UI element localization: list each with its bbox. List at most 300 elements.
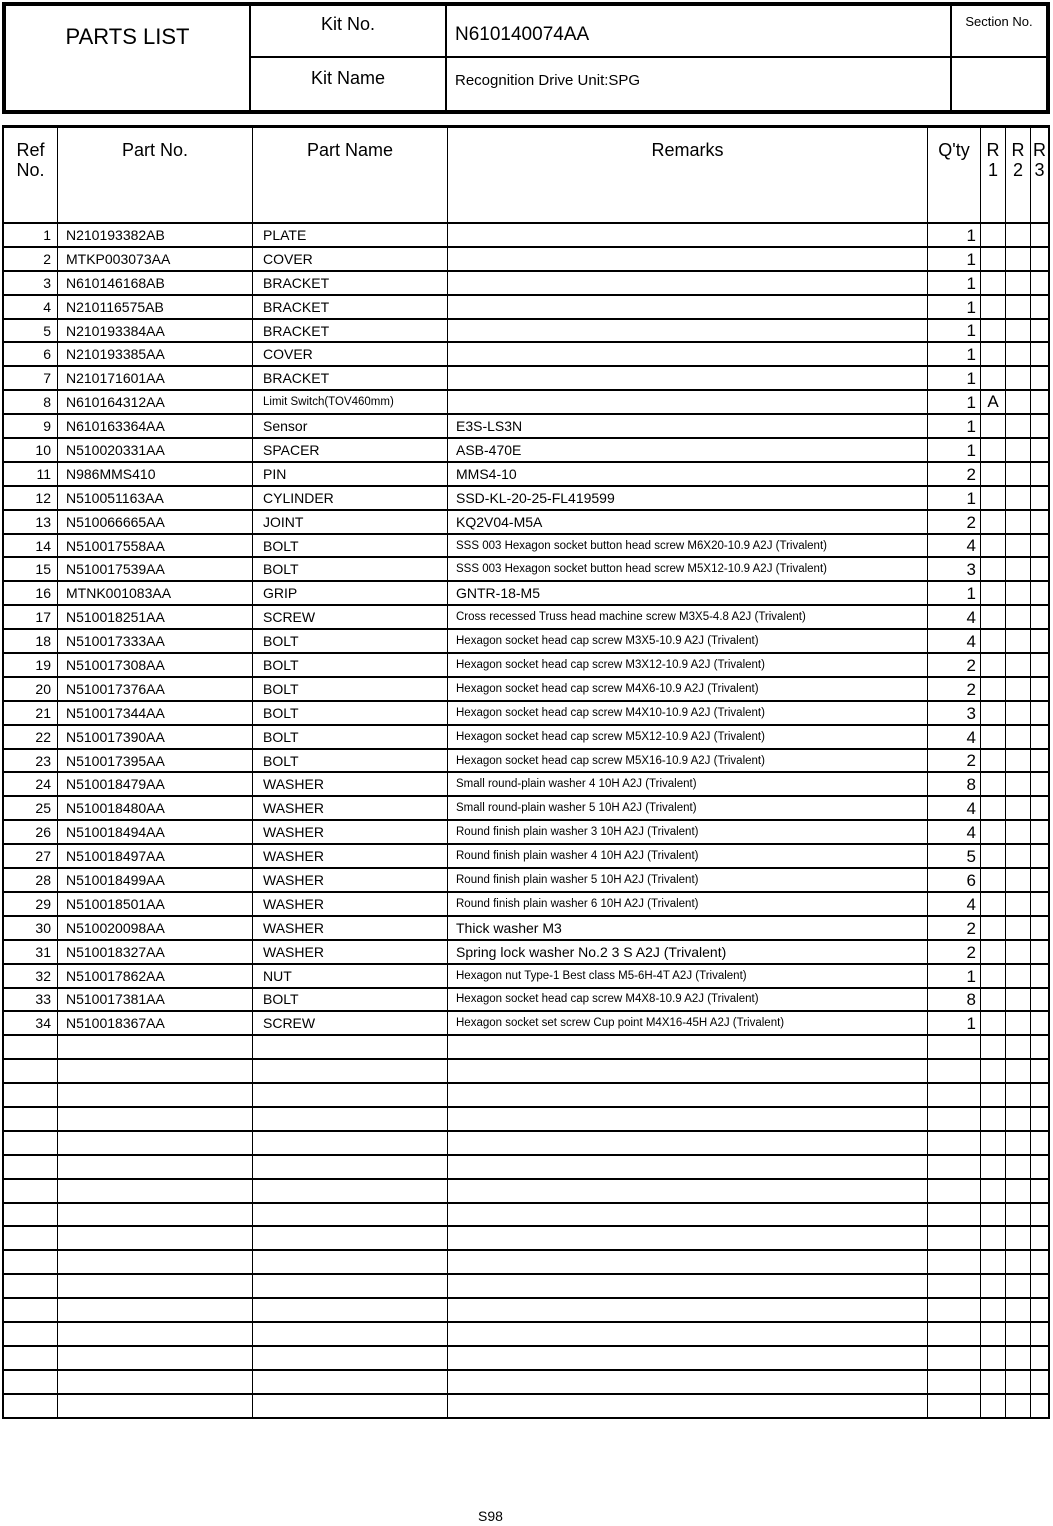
part-no-cell xyxy=(57,1227,252,1249)
r2-cell xyxy=(1005,1108,1030,1130)
qty-cell xyxy=(927,1108,980,1130)
remarks-cell: Hexagon socket head cap screw M4X8-10.9 A2J (Trivalent) xyxy=(447,989,927,1011)
qty-cell: 4 xyxy=(927,630,980,652)
empty-table-row xyxy=(4,1273,1048,1297)
ref-cell: 26 xyxy=(35,824,51,841)
r2-cell xyxy=(1005,1395,1030,1417)
part-no-cell: N510018480AA xyxy=(57,797,252,819)
table-row xyxy=(4,1010,1048,1034)
table-row xyxy=(4,843,1048,867)
r2-cell xyxy=(1005,415,1030,437)
part-no-cell: N510051163AA xyxy=(57,487,252,509)
ref-cell: 32 xyxy=(35,967,51,984)
empty-table-row xyxy=(4,1393,1048,1417)
r1-cell xyxy=(980,654,1005,676)
ref-cell xyxy=(4,1299,57,1321)
remarks-cell: Hexagon nut Type-1 Best class M5-6H-4T A2J (Trivalent) xyxy=(447,965,927,987)
table-row xyxy=(4,461,1048,485)
table-row xyxy=(4,413,1048,437)
table-row xyxy=(4,819,1048,843)
part-no-cell: N510020098AA xyxy=(57,917,252,939)
r3-cell xyxy=(1030,750,1048,772)
r3-cell xyxy=(1030,797,1048,819)
section-no-label: Section No. xyxy=(965,14,1033,29)
qty-cell xyxy=(927,1132,980,1154)
remarks-cell: Cross recessed Truss head machine screw M3X5-4.8 A2J (Trivalent) xyxy=(447,606,927,628)
r1-cell: A xyxy=(980,391,1005,413)
part-name-cell: SPACER xyxy=(252,439,447,461)
table-row xyxy=(4,509,1048,533)
part-no-cell xyxy=(57,1275,252,1297)
r3-cell xyxy=(1030,1084,1048,1106)
r2-cell xyxy=(1005,893,1030,915)
r1-cell xyxy=(980,1180,1005,1202)
remarks-cell: Round finish plain washer 6 10H A2J (Trivalent) xyxy=(447,893,927,915)
col-r2: R 2 xyxy=(1005,128,1030,222)
part-no-cell: N510018367AA xyxy=(57,1012,252,1034)
r1-cell xyxy=(980,773,1005,795)
qty-cell: 1 xyxy=(927,248,980,270)
r2-cell xyxy=(1005,558,1030,580)
part-name-cell: SCREW xyxy=(252,606,447,628)
part-no-cell: N510017862AA xyxy=(57,965,252,987)
r3-cell xyxy=(1030,582,1048,604)
remarks-cell xyxy=(447,248,927,270)
remarks-cell: Hexagon socket head cap screw M4X6-10.9 A2J (Trivalent) xyxy=(447,678,927,700)
remarks-cell: Round finish plain washer 5 10H A2J (Trivalent) xyxy=(447,869,927,891)
empty-table-row xyxy=(4,1321,1048,1345)
part-no-cell: N510017308AA xyxy=(57,654,252,676)
part-name-cell: Sensor xyxy=(252,415,447,437)
table-row xyxy=(4,270,1048,294)
part-name-cell: JOINT xyxy=(252,511,447,533)
r2-cell xyxy=(1005,726,1030,748)
r3-cell xyxy=(1030,1371,1048,1393)
ref-cell: 4 xyxy=(43,298,51,315)
remarks-cell: Small round-plain washer 4 10H A2J (Trivalent) xyxy=(447,773,927,795)
r1-cell xyxy=(980,1275,1005,1297)
remarks-cell xyxy=(447,296,927,318)
r1-cell xyxy=(980,606,1005,628)
qty-cell: 4 xyxy=(927,797,980,819)
qty-cell: 1 xyxy=(927,224,980,246)
r1-cell xyxy=(980,439,1005,461)
ref-cell xyxy=(4,1156,57,1178)
remarks-cell: Hexagon socket head cap screw M5X12-10.9 A2J (Trivalent) xyxy=(447,726,927,748)
empty-table-row xyxy=(4,1130,1048,1154)
r3-cell xyxy=(1030,439,1048,461)
r1-cell xyxy=(980,415,1005,437)
part-name-cell: GRIP xyxy=(252,582,447,604)
r3-cell xyxy=(1030,1204,1048,1226)
qty-cell: 1 xyxy=(927,320,980,342)
remarks-cell: SSS 003 Hexagon socket button head screw M5X12-10.9 A2J (Trivalent) xyxy=(447,558,927,580)
remarks-cell xyxy=(447,320,927,342)
ref-cell: 16 xyxy=(35,585,51,602)
ref-cell: 17 xyxy=(35,609,51,626)
qty-cell: 2 xyxy=(927,750,980,772)
part-no-cell xyxy=(57,1347,252,1369)
part-name-cell: BOLT xyxy=(252,989,447,1011)
qty-cell: 1 xyxy=(927,487,980,509)
r2-cell xyxy=(1005,654,1030,676)
r3-cell xyxy=(1030,1132,1048,1154)
part-no-cell xyxy=(57,1204,252,1226)
part-name-cell: BOLT xyxy=(252,535,447,557)
qty-cell xyxy=(927,1060,980,1082)
r2-cell xyxy=(1005,1012,1030,1034)
col-r1: R 1 xyxy=(980,128,1005,222)
remarks-cell xyxy=(447,1251,927,1273)
qty-cell: 1 xyxy=(927,272,980,294)
part-name-cell xyxy=(252,1275,447,1297)
document-title: PARTS LIST xyxy=(65,24,190,49)
ref-cell: 29 xyxy=(35,895,51,912)
ref-cell xyxy=(4,1395,57,1417)
qty-cell: 1 xyxy=(927,296,980,318)
table-row xyxy=(4,939,1048,963)
remarks-cell: SSS 003 Hexagon socket button head screw M6X20-10.9 A2J (Trivalent) xyxy=(447,535,927,557)
r3-cell xyxy=(1030,821,1048,843)
r2-cell xyxy=(1005,1204,1030,1226)
r2-cell xyxy=(1005,750,1030,772)
part-no-cell: N510017395AA xyxy=(57,750,252,772)
qty-cell: 2 xyxy=(927,511,980,533)
r2-cell xyxy=(1005,439,1030,461)
r1-cell xyxy=(980,320,1005,342)
part-name-cell xyxy=(252,1347,447,1369)
r1-cell xyxy=(980,511,1005,533)
qty-cell: 2 xyxy=(927,941,980,963)
r2-cell xyxy=(1005,463,1030,485)
qty-cell: 8 xyxy=(927,773,980,795)
r3-cell xyxy=(1030,1299,1048,1321)
table-row xyxy=(4,724,1048,748)
empty-table-row xyxy=(4,1178,1048,1202)
r1-cell xyxy=(980,1227,1005,1249)
part-no-cell: N510018501AA xyxy=(57,893,252,915)
r2-cell xyxy=(1005,511,1030,533)
table-row xyxy=(4,867,1048,891)
r2-cell xyxy=(1005,1084,1030,1106)
table-row xyxy=(4,341,1048,365)
r3-cell xyxy=(1030,1108,1048,1130)
ref-cell: 10 xyxy=(35,441,51,458)
table-row xyxy=(4,676,1048,700)
ref-cell: 12 xyxy=(35,489,51,506)
r2-cell xyxy=(1005,487,1030,509)
r3-cell xyxy=(1030,463,1048,485)
remarks-cell xyxy=(447,1036,927,1058)
r2-cell xyxy=(1005,606,1030,628)
part-name-cell: COVER xyxy=(252,248,447,270)
r2-cell xyxy=(1005,821,1030,843)
empty-table-row xyxy=(4,1202,1048,1226)
remarks-cell xyxy=(447,272,927,294)
r2-cell xyxy=(1005,1180,1030,1202)
qty-cell: 4 xyxy=(927,726,980,748)
ref-cell: 33 xyxy=(35,991,51,1008)
r3-cell xyxy=(1030,511,1048,533)
r2-cell xyxy=(1005,1227,1030,1249)
table-row xyxy=(4,318,1048,342)
ref-cell xyxy=(4,1180,57,1202)
ref-cell xyxy=(4,1347,57,1369)
r3-cell xyxy=(1030,893,1048,915)
qty-cell: 2 xyxy=(927,917,980,939)
r2-cell xyxy=(1005,917,1030,939)
part-name-cell: BOLT xyxy=(252,678,447,700)
ref-cell xyxy=(4,1204,57,1226)
r1-cell xyxy=(980,869,1005,891)
qty-cell: 6 xyxy=(927,869,980,891)
r1-cell xyxy=(980,367,1005,389)
table-row xyxy=(4,485,1048,509)
r2-cell xyxy=(1005,535,1030,557)
empty-table-row xyxy=(4,1297,1048,1321)
r1-cell xyxy=(980,487,1005,509)
part-no-cell xyxy=(57,1036,252,1058)
r3-cell xyxy=(1030,869,1048,891)
part-name-cell: PLATE xyxy=(252,224,447,246)
r2-cell xyxy=(1005,1299,1030,1321)
r1-cell xyxy=(980,797,1005,819)
part-no-cell: N510018251AA xyxy=(57,606,252,628)
part-name-cell xyxy=(252,1156,447,1178)
r2-cell xyxy=(1005,1156,1030,1178)
r1-cell xyxy=(980,248,1005,270)
r2-cell xyxy=(1005,367,1030,389)
col-part-name: Part Name xyxy=(252,128,447,222)
ref-cell: 15 xyxy=(35,561,51,578)
remarks-cell: MMS4-10 xyxy=(447,463,927,485)
r2-cell xyxy=(1005,1371,1030,1393)
part-name-cell xyxy=(252,1060,447,1082)
r3-cell xyxy=(1030,248,1048,270)
part-no-cell: N210171601AA xyxy=(57,367,252,389)
part-name-cell xyxy=(252,1251,447,1273)
qty-cell: 4 xyxy=(927,606,980,628)
r2-cell xyxy=(1005,630,1030,652)
remarks-cell xyxy=(447,1347,927,1369)
ref-cell: 8 xyxy=(43,394,51,411)
qty-cell xyxy=(927,1251,980,1273)
r1-cell xyxy=(980,1156,1005,1178)
ref-cell xyxy=(4,1227,57,1249)
remarks-cell: Hexagon socket head cap screw M3X12-10.9 A2J (Trivalent) xyxy=(447,654,927,676)
part-name-cell: WASHER xyxy=(252,941,447,963)
r1-cell xyxy=(980,1036,1005,1058)
r1-cell xyxy=(980,917,1005,939)
qty-cell xyxy=(927,1299,980,1321)
remarks-cell: Spring lock washer No.2 3 S A2J (Trivalent) xyxy=(447,941,927,963)
remarks-cell xyxy=(447,1275,927,1297)
ref-cell: 19 xyxy=(35,656,51,673)
part-name-cell xyxy=(252,1395,447,1417)
empty-table-row xyxy=(4,1106,1048,1130)
r3-cell xyxy=(1030,535,1048,557)
part-no-cell: N510017558AA xyxy=(57,535,252,557)
remarks-cell: E3S-LS3N xyxy=(447,415,927,437)
r3-cell xyxy=(1030,1323,1048,1345)
ref-cell: 28 xyxy=(35,871,51,888)
remarks-cell xyxy=(447,1395,927,1417)
part-no-cell xyxy=(57,1156,252,1178)
qty-cell xyxy=(927,1204,980,1226)
qty-cell: 5 xyxy=(927,845,980,867)
r1-cell xyxy=(980,535,1005,557)
parts-list-header xyxy=(2,2,1050,114)
r1-cell xyxy=(980,224,1005,246)
col-qty: Q'ty xyxy=(927,128,980,222)
part-no-cell xyxy=(57,1395,252,1417)
r3-cell xyxy=(1030,558,1048,580)
r2-cell xyxy=(1005,1347,1030,1369)
empty-table-row xyxy=(4,1225,1048,1249)
r1-cell xyxy=(980,1299,1005,1321)
remarks-cell: ASB-470E xyxy=(447,439,927,461)
qty-cell xyxy=(927,1395,980,1417)
col-ref: Ref No. xyxy=(16,140,45,180)
part-no-cell xyxy=(57,1299,252,1321)
qty-cell xyxy=(927,1347,980,1369)
part-name-cell xyxy=(252,1108,447,1130)
table-row xyxy=(4,437,1048,461)
part-name-cell: BOLT xyxy=(252,750,447,772)
r3-cell xyxy=(1030,415,1048,437)
r2-cell xyxy=(1005,989,1030,1011)
remarks-cell: Round finish plain washer 4 10H A2J (Trivalent) xyxy=(447,845,927,867)
r1-cell xyxy=(980,558,1005,580)
r3-cell xyxy=(1030,726,1048,748)
part-no-cell: N510017390AA xyxy=(57,726,252,748)
r1-cell xyxy=(980,582,1005,604)
ref-cell: 9 xyxy=(43,418,51,435)
ref-cell: 18 xyxy=(35,633,51,650)
part-no-cell: N510017333AA xyxy=(57,630,252,652)
remarks-cell xyxy=(447,1060,927,1082)
ref-cell xyxy=(4,1132,57,1154)
r2-cell xyxy=(1005,272,1030,294)
part-name-cell xyxy=(252,1180,447,1202)
qty-cell: 1 xyxy=(927,1012,980,1034)
ref-cell: 5 xyxy=(43,322,51,339)
ref-cell: 24 xyxy=(35,776,51,793)
r2-cell xyxy=(1005,1251,1030,1273)
r2-cell xyxy=(1005,965,1030,987)
qty-cell: 1 xyxy=(927,965,980,987)
part-no-cell: N210193385AA xyxy=(57,343,252,365)
r1-cell xyxy=(980,1395,1005,1417)
ref-cell: 23 xyxy=(35,752,51,769)
remarks-cell xyxy=(447,1084,927,1106)
r3-cell xyxy=(1030,702,1048,724)
r2-cell xyxy=(1005,582,1030,604)
part-name-cell: BOLT xyxy=(252,702,447,724)
r1-cell xyxy=(980,1084,1005,1106)
empty-table-row xyxy=(4,1082,1048,1106)
r1-cell xyxy=(980,750,1005,772)
page-number: S98 xyxy=(478,1508,503,1524)
qty-cell xyxy=(927,1275,980,1297)
r2-cell xyxy=(1005,391,1030,413)
r1-cell xyxy=(980,726,1005,748)
part-no-cell: N610146168AB xyxy=(57,272,252,294)
remarks-cell: Hexagon socket set screw Cup point M4X16-45H A2J (Trivalent) xyxy=(447,1012,927,1034)
part-name-cell: WASHER xyxy=(252,893,447,915)
qty-cell xyxy=(927,1156,980,1178)
r1-cell xyxy=(980,821,1005,843)
part-no-cell xyxy=(57,1323,252,1345)
part-name-cell: CYLINDER xyxy=(252,487,447,509)
col-remarks: Remarks xyxy=(447,128,927,222)
r3-cell xyxy=(1030,965,1048,987)
r1-cell xyxy=(980,893,1005,915)
remarks-cell xyxy=(447,1180,927,1202)
table-row xyxy=(4,987,1048,1011)
qty-cell xyxy=(927,1323,980,1345)
ref-cell: 30 xyxy=(35,919,51,936)
qty-cell xyxy=(927,1084,980,1106)
part-no-cell xyxy=(57,1060,252,1082)
part-no-cell xyxy=(57,1251,252,1273)
r3-cell xyxy=(1030,1395,1048,1417)
ref-cell: 7 xyxy=(43,370,51,387)
remarks-cell xyxy=(447,343,927,365)
kit-no-label: Kit No. xyxy=(320,14,376,34)
remarks-cell: Hexagon socket head cap screw M4X10-10.9 A2J (Trivalent) xyxy=(447,702,927,724)
r3-cell xyxy=(1030,1347,1048,1369)
r2-cell xyxy=(1005,869,1030,891)
r2-cell xyxy=(1005,224,1030,246)
r2-cell xyxy=(1005,702,1030,724)
remarks-cell xyxy=(447,1132,927,1154)
r2-cell xyxy=(1005,343,1030,365)
kit-name-value: Recognition Drive Unit:SPG xyxy=(455,72,641,89)
part-no-cell: N510017539AA xyxy=(57,558,252,580)
r3-cell xyxy=(1030,845,1048,867)
qty-cell: 4 xyxy=(927,535,980,557)
ref-cell: 25 xyxy=(35,800,51,817)
ref-cell: 31 xyxy=(35,943,51,960)
remarks-cell: Round finish plain washer 3 10H A2J (Trivalent) xyxy=(447,821,927,843)
r2-cell xyxy=(1005,941,1030,963)
remarks-cell xyxy=(447,1371,927,1393)
ref-cell: 13 xyxy=(35,513,51,530)
part-no-cell xyxy=(57,1084,252,1106)
r1-cell xyxy=(980,343,1005,365)
part-name-cell xyxy=(252,1084,447,1106)
qty-cell: 1 xyxy=(927,391,980,413)
parts-table xyxy=(2,125,1050,1419)
r3-cell xyxy=(1030,391,1048,413)
part-no-cell: N210193384AA xyxy=(57,320,252,342)
part-no-cell xyxy=(57,1132,252,1154)
r1-cell xyxy=(980,1251,1005,1273)
r3-cell xyxy=(1030,367,1048,389)
r1-cell xyxy=(980,989,1005,1011)
col-part-no: Part No. xyxy=(57,128,252,222)
part-name-cell: BRACKET xyxy=(252,296,447,318)
qty-cell: 2 xyxy=(927,678,980,700)
ref-cell: 1 xyxy=(43,226,51,243)
r3-cell xyxy=(1030,1180,1048,1202)
table-row xyxy=(4,533,1048,557)
r3-cell xyxy=(1030,773,1048,795)
table-row xyxy=(4,628,1048,652)
ref-cell xyxy=(4,1060,57,1082)
r3-cell xyxy=(1030,296,1048,318)
